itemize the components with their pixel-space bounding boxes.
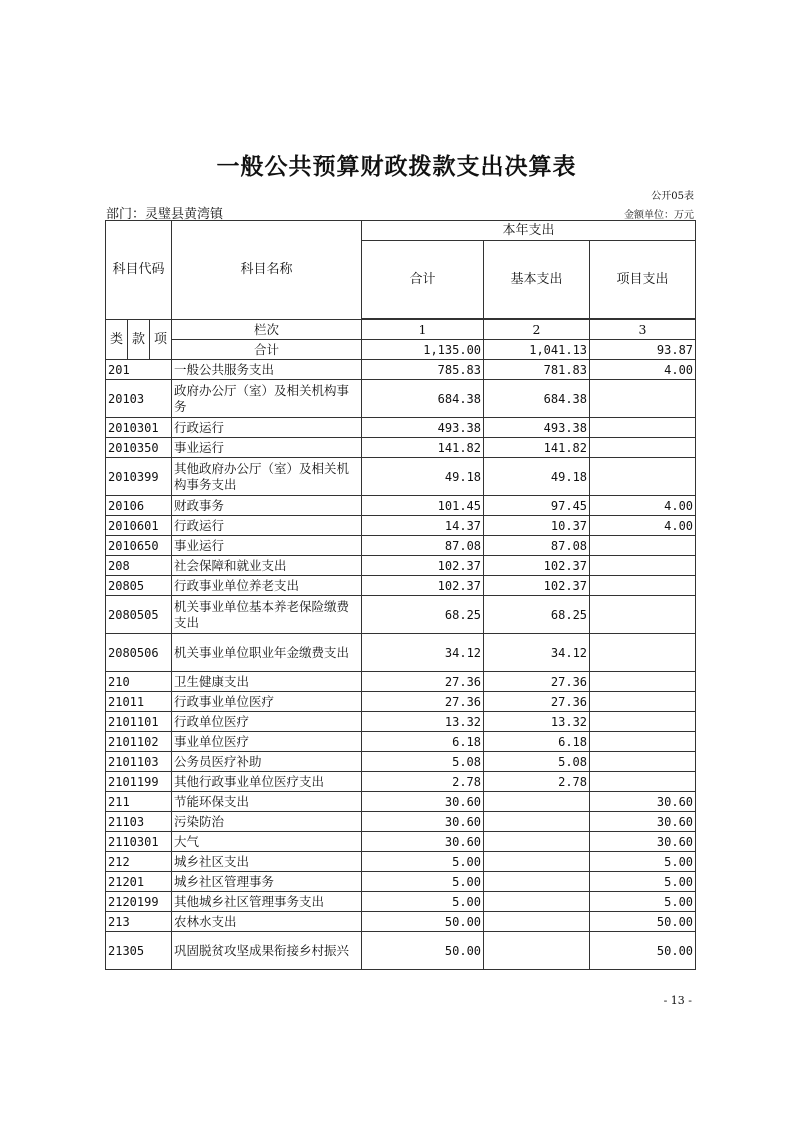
row-code: 2010399 [106,458,172,496]
row-code: 2101101 [106,712,172,732]
row-name: 大气 [172,832,362,852]
total-row-project: 93.87 [590,340,696,360]
header-column-label: 栏次 [172,320,362,340]
budget-table [105,220,696,970]
row-basic [484,832,590,852]
row-project [590,732,696,752]
row-basic [484,892,590,912]
row-code: 2080505 [106,596,172,634]
row-total: 5.00 [362,852,484,872]
form-code: 公开05表 [651,191,694,202]
row-project [590,712,696,732]
row-code: 21201 [106,872,172,892]
row-code: 2110301 [106,832,172,852]
row-project: 5.00 [590,892,696,912]
header-col1: 1 [362,320,484,340]
table-row [106,380,696,418]
row-project: 5.00 [590,852,696,872]
row-name: 行政运行 [172,516,362,536]
row-code: 20103 [106,380,172,418]
row-project [590,458,696,496]
table-row [106,458,696,496]
row-basic: 2.78 [484,772,590,792]
row-basic: 10.37 [484,516,590,536]
row-project: 50.00 [590,932,696,970]
row-name: 政府办公厅（室）及相关机构事务 [172,380,362,418]
row-code: 2120199 [106,892,172,912]
row-project [590,596,696,634]
row-name: 行政事业单位医疗 [172,692,362,712]
row-total: 27.36 [362,692,484,712]
row-total: 30.60 [362,792,484,812]
row-name: 社会保障和就业支出 [172,556,362,576]
table-row [106,792,696,812]
row-project [590,438,696,458]
row-code: 212 [106,852,172,872]
page-number: - 13 - [663,994,692,1007]
row-basic [484,912,590,932]
row-basic: 87.08 [484,536,590,556]
row-total: 30.60 [362,812,484,832]
row-project: 30.60 [590,812,696,832]
table-row [106,360,696,380]
row-total: 27.36 [362,672,484,692]
row-total: 68.25 [362,596,484,634]
row-project [590,672,696,692]
row-name: 卫生健康支出 [172,672,362,692]
row-code: 2101103 [106,752,172,772]
table-row [106,516,696,536]
table-row [106,634,696,672]
row-name: 农林水支出 [172,912,362,932]
row-name: 事业单位医疗 [172,732,362,752]
row-total: 34.12 [362,634,484,672]
row-basic: 141.82 [484,438,590,458]
row-code: 21305 [106,932,172,970]
header-current-year: 本年支出 [362,221,696,241]
table-row [106,872,696,892]
table-row [106,912,696,932]
row-total: 14.37 [362,516,484,536]
row-name: 污染防治 [172,812,362,832]
table-row [106,576,696,596]
header-col3: 3 [590,320,696,340]
row-project: 4.00 [590,496,696,516]
row-code: 2010650 [106,536,172,556]
row-name: 财政事务 [172,496,362,516]
row-name: 机关事业单位基本养老保险缴费支出 [172,596,362,634]
total-row-basic: 1,041.13 [484,340,590,360]
row-code: 201 [106,360,172,380]
row-total: 5.00 [362,892,484,912]
row-project [590,576,696,596]
table-row [106,672,696,692]
row-basic: 68.25 [484,596,590,634]
row-basic [484,812,590,832]
table-row [106,596,696,634]
row-total: 13.32 [362,712,484,732]
total-row-label: 合计 [172,340,362,360]
table-row [106,732,696,752]
table-row [106,536,696,556]
row-total: 2.78 [362,772,484,792]
row-basic: 49.18 [484,458,590,496]
row-basic [484,872,590,892]
table-row [106,418,696,438]
row-code: 211 [106,792,172,812]
table-row [106,712,696,732]
row-total: 102.37 [362,556,484,576]
row-basic: 13.32 [484,712,590,732]
header-xiang: 项 [150,320,172,360]
row-project: 4.00 [590,516,696,536]
row-code: 20106 [106,496,172,516]
row-total: 50.00 [362,932,484,970]
row-code: 2080506 [106,634,172,672]
table-row [106,892,696,912]
row-basic: 102.37 [484,576,590,596]
row-project: 30.60 [590,792,696,812]
header-kuan: 款 [128,320,150,360]
row-total: 49.18 [362,458,484,496]
row-total: 5.00 [362,872,484,892]
header-lei: 类 [106,320,128,360]
row-code: 208 [106,556,172,576]
row-name: 公务员医疗补助 [172,752,362,772]
row-basic: 684.38 [484,380,590,418]
row-name: 城乡社区管理事务 [172,872,362,892]
row-project [590,752,696,772]
row-total: 50.00 [362,912,484,932]
row-basic: 27.36 [484,672,590,692]
document-title: 一般公共预算财政拨款支出决算表 [216,154,577,180]
row-project: 5.00 [590,872,696,892]
row-code: 20805 [106,576,172,596]
header-col2: 2 [484,320,590,340]
table-row [106,752,696,772]
row-basic: 27.36 [484,692,590,712]
row-total: 102.37 [362,576,484,596]
row-name: 城乡社区支出 [172,852,362,872]
table-row [106,438,696,458]
row-project [590,634,696,672]
row-basic [484,932,590,970]
row-name: 事业运行 [172,536,362,556]
row-code: 213 [106,912,172,932]
row-total: 30.60 [362,832,484,852]
table-row [106,496,696,516]
row-project: 30.60 [590,832,696,852]
row-total: 5.08 [362,752,484,772]
row-project [590,556,696,576]
row-name: 其他政府办公厅（室）及相关机构事务支出 [172,458,362,496]
row-total: 684.38 [362,380,484,418]
row-basic: 781.83 [484,360,590,380]
row-project: 4.00 [590,360,696,380]
row-code: 2101102 [106,732,172,752]
row-code: 21011 [106,692,172,712]
row-name: 巩固脱贫攻坚成果衔接乡村振兴 [172,932,362,970]
header-project: 项目支出 [590,241,696,319]
row-code: 210 [106,672,172,692]
row-code: 21103 [106,812,172,832]
row-project: 50.00 [590,912,696,932]
row-name: 机关事业单位职业年金缴费支出 [172,634,362,672]
row-code: 2010350 [106,438,172,458]
row-project [590,772,696,792]
header-total: 合计 [362,241,484,319]
row-basic [484,792,590,812]
row-basic: 34.12 [484,634,590,672]
row-total: 6.18 [362,732,484,752]
row-basic: 6.18 [484,732,590,752]
row-project [590,536,696,556]
row-name: 节能环保支出 [172,792,362,812]
row-name: 行政事业单位养老支出 [172,576,362,596]
row-project [590,692,696,712]
row-project [590,380,696,418]
row-total: 785.83 [362,360,484,380]
row-total: 493.38 [362,418,484,438]
table-row [106,852,696,872]
row-basic [484,852,590,872]
table-row [106,692,696,712]
row-total: 101.45 [362,496,484,516]
row-name: 事业运行 [172,438,362,458]
row-name: 行政单位医疗 [172,712,362,732]
row-total: 141.82 [362,438,484,458]
unit-label: 金额单位：万元 [624,210,694,221]
row-code: 2010301 [106,418,172,438]
table-row [106,832,696,852]
table-row [106,812,696,832]
table-row [106,772,696,792]
row-basic: 97.45 [484,496,590,516]
department-label: 部门：灵璧县黄湾镇 [106,207,224,222]
row-name: 行政运行 [172,418,362,438]
row-code: 2010601 [106,516,172,536]
row-basic: 5.08 [484,752,590,772]
header-subject-name: 科目名称 [172,221,362,320]
table-row [106,932,696,970]
header-subject-code: 科目代码 [106,221,172,320]
row-total: 87.08 [362,536,484,556]
row-code: 2101199 [106,772,172,792]
row-name: 其他城乡社区管理事务支出 [172,892,362,912]
table-row [106,556,696,576]
row-project [590,418,696,438]
row-basic: 493.38 [484,418,590,438]
row-basic: 102.37 [484,556,590,576]
total-row-total: 1,135.00 [362,340,484,360]
header-basic: 基本支出 [484,241,590,319]
row-name: 其他行政事业单位医疗支出 [172,772,362,792]
row-name: 一般公共服务支出 [172,360,362,380]
